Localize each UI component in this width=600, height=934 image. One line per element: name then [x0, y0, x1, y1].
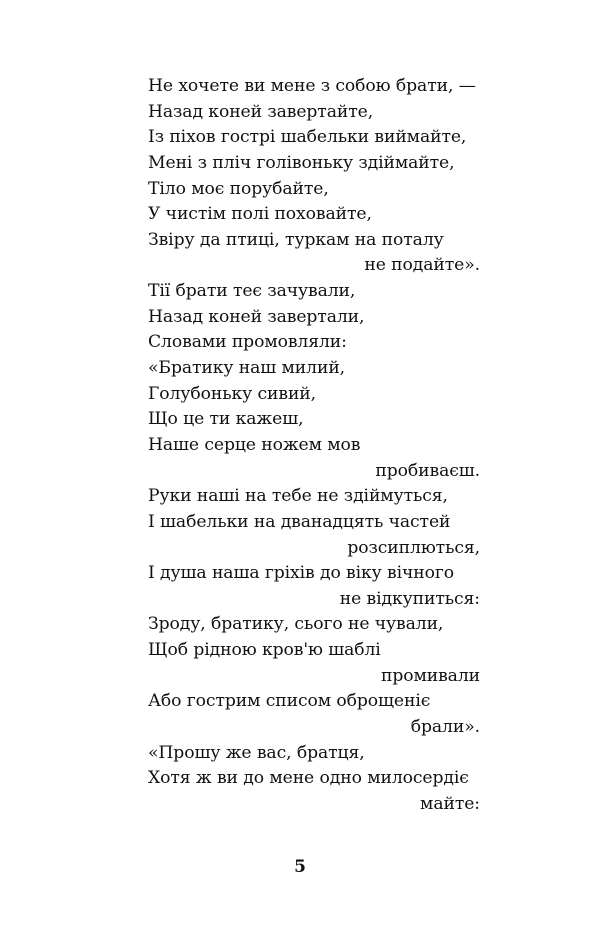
poem-line: «Прошу же вас, братця, — [148, 742, 365, 763]
poem-line: Тіло моє порубайте, — [148, 178, 329, 199]
poem-line: Зроду, братику, сього не чували, — [148, 614, 444, 635]
poem-line: Із піхов гострі шабельки виймайте, — [148, 127, 467, 148]
poem-line-continuation: не відкупиться: — [339, 588, 480, 609]
poem-text — [148, 74, 480, 818]
poem-line-continuation: майте: — [420, 793, 480, 814]
poem-line-continuation: пробиваєш. — [375, 460, 480, 481]
poem-line-continuation: розсиплються, — [347, 537, 480, 558]
poem-line: Щоб рідною кров'ю шаблі — [148, 640, 381, 661]
poem-line: Звіру да птиці, туркам на поталу — [148, 229, 444, 250]
poem-line: Не хочете ви мене з собою брати, — — [148, 76, 476, 96]
poem-line: Мені з пліч голівоньку здіймайте, — [148, 152, 455, 173]
poem-line: У чистім полі поховайте, — [148, 204, 372, 225]
poem-line: Назад коней завертали, — [148, 306, 365, 327]
poem-line-continuation: не подайте». — [364, 255, 480, 276]
poem-line: Хотя ж ви до мене одно милосердіє — [148, 768, 469, 789]
poem-line: І шабельки на дванадцять частей — [148, 511, 451, 532]
poem-line: Або гострим списом оброщеніє — [148, 691, 431, 712]
poem-line-continuation: брали». — [410, 717, 480, 738]
poem-line: Словами промовляли: — [148, 332, 347, 353]
poem-line: Руки наші на тебе не здіймуться, — [148, 486, 448, 507]
page-number: 5 — [294, 857, 306, 877]
poem-line: Назад коней завертайте, — [148, 101, 374, 122]
poem-line: Наше серце ножем мов — [148, 434, 361, 455]
poem-line: «Братику наш милий, — [148, 358, 346, 379]
poem-line: І душа наша гріхів до віку вічного — [148, 563, 455, 584]
poem-line: Що це ти кажеш, — [148, 409, 304, 430]
poem-line-continuation: промивали — [380, 665, 480, 686]
poem-line: Голубоньку сивий, — [148, 383, 317, 404]
poem-line: Тії брати теє зачували, — [148, 281, 356, 302]
